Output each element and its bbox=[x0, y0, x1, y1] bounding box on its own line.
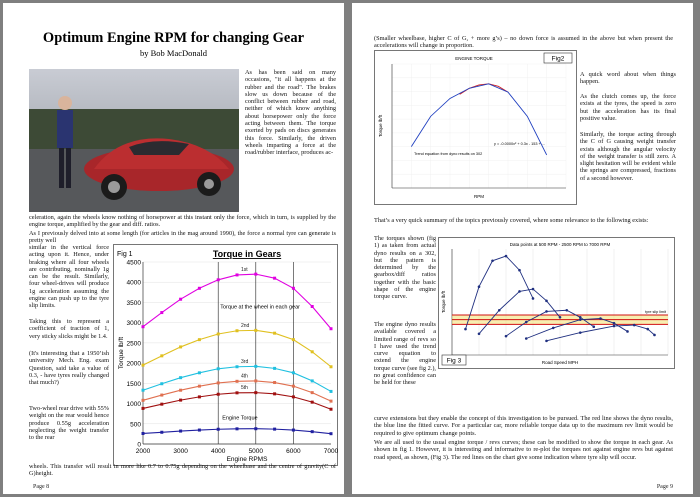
fig3-road-speed-chart bbox=[438, 237, 675, 369]
fig1-ytick-label: 0 bbox=[137, 441, 141, 449]
fig1-data-point bbox=[311, 401, 314, 404]
fig1-data-point bbox=[142, 407, 145, 410]
fig1-data-point bbox=[160, 311, 163, 314]
fig1-data-point bbox=[254, 379, 257, 382]
col-para-dyno: The engine dyno results available covered a limited range of revs so I have used the trend curve equation to extend the engine torque curve (see fig 2.), no great confidence can be held for these bbox=[374, 321, 436, 387]
fig1-data-point bbox=[311, 391, 314, 394]
fig1-ytick-label: 3000 bbox=[126, 320, 141, 328]
fig3-annotation: tyre slip limit bbox=[645, 309, 666, 314]
fig1-data-point bbox=[160, 403, 163, 406]
fig1-data-point bbox=[198, 385, 201, 388]
page-number-left: Page 8 bbox=[33, 484, 50, 490]
fig1-xtick-label: 2000 bbox=[135, 448, 151, 455]
fig1-data-point bbox=[198, 395, 201, 398]
fig1-data-point bbox=[236, 365, 239, 368]
left-page bbox=[3, 3, 344, 494]
fig1-ytick-label: 2000 bbox=[126, 360, 141, 368]
fig2-annotation-trend: Trend equation from dyno results on 302 bbox=[414, 152, 483, 156]
fig3-data-point bbox=[478, 333, 481, 336]
curve-extension-paragraph: curve extensions but they enable the concept of this investigation to be pursued. The red line shows the dyno results, the blue line the fitted curve. For a particular car, more reliable torque data up to the maximum rev limit would be required to give optimum change points. bbox=[374, 415, 673, 437]
intro-continuation: celeration, again the wheels know nothing of horsepower at this instant only the force, which in turn, is supplied by the engine torque, amplified by the gear and diff. ratios. bbox=[29, 214, 336, 229]
fig3-data-point bbox=[559, 316, 562, 319]
fig3-data-point bbox=[599, 317, 602, 320]
fig1-data-point bbox=[273, 428, 276, 431]
fig3-data-point bbox=[525, 337, 528, 340]
fig1-data-point bbox=[160, 394, 163, 397]
fig1-data-point bbox=[179, 345, 182, 348]
fig1-series-label: 2nd bbox=[241, 322, 250, 329]
fig1-data-point bbox=[236, 391, 239, 394]
fig1-label: Fig 1 bbox=[117, 251, 133, 258]
fig1-data-point bbox=[160, 354, 163, 357]
fig1-annotation-torque: Torque at the wheel in each gear bbox=[220, 304, 301, 311]
fig1-data-point bbox=[273, 277, 276, 280]
fig3-data-point bbox=[633, 324, 636, 327]
fig1-title: Torque in Gears bbox=[212, 249, 282, 259]
fig3-data-point bbox=[579, 331, 582, 334]
fig3-data-point bbox=[613, 322, 616, 325]
fig1-data-point bbox=[179, 399, 182, 402]
fig1-data-point bbox=[217, 381, 220, 384]
fig1-ytick-label: 500 bbox=[130, 421, 141, 429]
fig1-data-point bbox=[311, 350, 314, 353]
fig1-data-point bbox=[179, 389, 182, 392]
fig1-xlabel: Engine RPMS bbox=[226, 456, 268, 463]
fig2-engine-torque-chart bbox=[374, 50, 577, 205]
fig1-data-point bbox=[217, 393, 220, 396]
photo-car bbox=[29, 69, 239, 212]
fig1-data-point bbox=[236, 427, 239, 430]
fig1-data-point bbox=[236, 380, 239, 383]
fig3-data-point bbox=[592, 325, 595, 328]
paragraph-tyre-force: As I previously delved into at some length (for articles in the mag around 1990), the force a normal tyre can generate is pretty well bbox=[29, 230, 336, 245]
fig1-data-point bbox=[292, 385, 295, 388]
right-page bbox=[352, 3, 693, 494]
fig1-xtick-label: 7000 bbox=[323, 448, 338, 455]
fig1-data-point bbox=[198, 287, 201, 290]
fig3-data-point bbox=[518, 290, 521, 293]
fig1-data-point bbox=[273, 367, 276, 370]
fig1-data-point bbox=[292, 338, 295, 341]
fig1-data-point bbox=[330, 390, 333, 393]
fig2-xlabel: RPM bbox=[474, 194, 484, 199]
fig3-data-point bbox=[505, 255, 508, 258]
fig1-data-point bbox=[292, 287, 295, 290]
summary-paragraph: That’s a very quick summary of the topics previously covered, where some relevance to the following exists: bbox=[374, 217, 649, 224]
article-author: by Bob MacDonald bbox=[139, 48, 208, 58]
fig1-xtick-label: 3000 bbox=[173, 448, 188, 455]
fig1-data-point bbox=[217, 428, 220, 431]
fig1-data-point bbox=[254, 391, 257, 394]
fig1-data-point bbox=[198, 371, 201, 374]
fig1-data-point bbox=[198, 429, 201, 432]
fig1-data-point bbox=[292, 371, 295, 374]
fig1-data-point bbox=[236, 329, 239, 332]
fig3-data-point bbox=[491, 259, 494, 262]
fig1-data-point bbox=[179, 376, 182, 379]
fig1-data-point bbox=[330, 365, 333, 368]
gear-replot-paragraph: We are all used to the usual engine torque / revs curves; these can be modified to show the torque in each gear. As shown in fig 1. However, it is interesting and informative to re-plot the torques not against engine revs but against road speed, as shown, (Fig 3). The red lines on the chart give some indication where tyre slip will occur. bbox=[374, 439, 673, 461]
fig1-data-point bbox=[292, 429, 295, 432]
fig3-data-point bbox=[518, 269, 521, 272]
col1-para-3: (It's interesting that a 1950’ish university Mech. Eng. exam Question, said take a value of 0.3, - have tyres really changed that much?) bbox=[29, 350, 109, 387]
fig3-data-point bbox=[653, 334, 656, 337]
fig1-data-point bbox=[160, 382, 163, 385]
fig3-data-point bbox=[565, 309, 568, 312]
fig1-data-point bbox=[273, 381, 276, 384]
fig3-data-point bbox=[532, 288, 535, 291]
fig1-data-point bbox=[142, 389, 145, 392]
fig1-ytick-label: 2500 bbox=[126, 340, 141, 348]
fig1-data-point bbox=[254, 427, 257, 430]
fig1-data-point bbox=[273, 392, 276, 395]
fig1-data-point bbox=[254, 329, 257, 332]
fig1-data-point bbox=[330, 400, 333, 403]
fig1-data-point bbox=[330, 432, 333, 435]
fig1-data-point bbox=[254, 365, 257, 368]
fig1-data-point bbox=[236, 273, 239, 276]
intro-paragraph: As has been said on many occasions, "it all happens at the rubber and the road". The brakes slow us down because of the conflict between rubber and road, neither of which know anything about horsepower only the force acting between them. The torque exerted by pads on discs generates this force. Similarly, the driven wheels imparting a force at the road/rubber interface, produces ac- bbox=[245, 69, 336, 157]
col1-para-1: similar in the vertical force acting upon it. Hence, under braking where all four wheels are contributing, nominally 1g can be the result. Similarly, four wheel-drives will produce 1g acceleration assuming the engine can push up to the tyre slip limits. bbox=[29, 244, 109, 310]
fig1-data-point bbox=[217, 278, 220, 281]
fig1-data-point bbox=[217, 332, 220, 335]
fig3-data-point bbox=[552, 327, 555, 330]
fig1-data-point bbox=[142, 325, 145, 328]
fig1-data-point bbox=[292, 395, 295, 398]
fig1-ytick-label: 4000 bbox=[126, 279, 141, 287]
fig3-data-point bbox=[545, 310, 548, 313]
fig3-data-point bbox=[579, 318, 582, 321]
fig1-ytick-label: 1500 bbox=[126, 380, 141, 388]
fig1-series-label: 5th bbox=[241, 384, 248, 391]
article-title: Optimum Engine RPM for changing Gear bbox=[42, 30, 305, 46]
fig1-data-point bbox=[330, 327, 333, 330]
fig3-data-point bbox=[579, 316, 582, 319]
weight-transfer-paragraph: wheels. This transfer will result in more like 0.7 to 0.75g depending on the wheelbase and the centre of gravity(C of G)height. bbox=[29, 463, 336, 478]
fig1-annotation-engine: Engine Torque bbox=[222, 415, 258, 422]
fig3-data-point bbox=[626, 330, 629, 333]
fig2-title: ENGINE TORQUE bbox=[455, 56, 493, 61]
fig1-ytick-label: 1000 bbox=[126, 401, 141, 409]
fig1-series-label: 1st bbox=[241, 266, 248, 273]
fig3-title: Data points at 500 RPM - 2500 RPM to 7000 RPM bbox=[509, 242, 611, 247]
fig3-data-point bbox=[613, 325, 616, 328]
fig1-data-point bbox=[217, 367, 220, 370]
fig1-xtick-label: 4000 bbox=[210, 448, 226, 455]
fig1-series-label: 4th bbox=[241, 373, 248, 380]
fig3-xlabel: Road Speed MPH bbox=[541, 360, 579, 365]
fig1-data-point bbox=[311, 379, 314, 382]
right-top-paragraph: (Smaller wheelbase, higher C of G, + more g’s) – no down force is assumed in the above but when present the accelerations will change in proportion. bbox=[374, 35, 673, 50]
fig1-data-point bbox=[142, 399, 145, 402]
fig3-data-point bbox=[545, 340, 548, 343]
torque-cog-paragraph: Similarly, the torque acting through the C of G causing weight transfer exists although the angular velocity of the weight transfer is still zero. A slight hesitation will be evident while the springs are compressed, fractions of a second however. bbox=[580, 131, 676, 182]
fig1-data-point bbox=[254, 273, 257, 276]
fig1-data-point bbox=[142, 364, 145, 367]
fig1-data-point bbox=[160, 431, 163, 434]
fig3-data-point bbox=[498, 309, 501, 312]
col1-para-2: Taking this to represent a coefficient of traction of 1, very sticky slicks might be 1.4. bbox=[29, 318, 109, 340]
fig3-data-point bbox=[545, 300, 548, 303]
fig1-data-point bbox=[179, 430, 182, 433]
fig3-data-point bbox=[646, 328, 649, 331]
fig1-data-point bbox=[330, 408, 333, 411]
fig1-data-point bbox=[179, 298, 182, 301]
fig1-data-point bbox=[273, 332, 276, 335]
page-number-right: Page 9 bbox=[656, 484, 673, 490]
fig1-xtick-label: 6000 bbox=[286, 448, 301, 455]
fig2-annotation-equation: y = -0.0000x² + 0.3x - 153 + ... bbox=[494, 142, 545, 146]
fig3-data-point bbox=[464, 328, 467, 331]
fig3-label: Fig 3 bbox=[446, 357, 462, 365]
when-things-happen: A quick word about when things happen. bbox=[580, 71, 676, 86]
fig2-label: Fig2 bbox=[551, 55, 565, 63]
col-para-torques: The torques shown (fig 1) as taken from actual dyno results on a 302, but the pattern is determined by the gearbox/diff ratios together with the basic shape of the engine torque curve. bbox=[374, 235, 436, 301]
fig3-data-point bbox=[532, 297, 535, 300]
fig3-data-point bbox=[505, 335, 508, 338]
fig1-ytick-label: 4500 bbox=[126, 259, 141, 267]
col1-para-4: Two-wheel rear drive with 55% weight on the rear would hence produce 0.55g acceleration neglecting the weight transfer to the rear bbox=[29, 405, 109, 442]
fig1-data-point bbox=[142, 432, 145, 435]
fig2-ylabel: Torque lb/ft bbox=[378, 114, 383, 138]
fig1-series-label: 3rd bbox=[241, 358, 249, 365]
clutch-paragraph: As the clutch comes up, the force exists at the tyres, the speed is zero but the acceleration has its final positive value. bbox=[580, 93, 676, 122]
fig3-data-point bbox=[525, 321, 528, 324]
fig1-ytick-label: 3500 bbox=[126, 299, 141, 307]
fig3-ylabel: Torque lb/ft bbox=[441, 290, 446, 314]
fig1-data-point bbox=[198, 338, 201, 341]
fig1-xtick-label: 5000 bbox=[248, 448, 264, 455]
fig1-data-point bbox=[311, 305, 314, 308]
fig1-data-point bbox=[311, 430, 314, 433]
fig1-torque-chart bbox=[113, 244, 338, 466]
fig1-ylabel: Torque lb/ft bbox=[118, 336, 125, 370]
fig3-data-point bbox=[478, 285, 481, 288]
fig2-frame bbox=[375, 51, 577, 205]
